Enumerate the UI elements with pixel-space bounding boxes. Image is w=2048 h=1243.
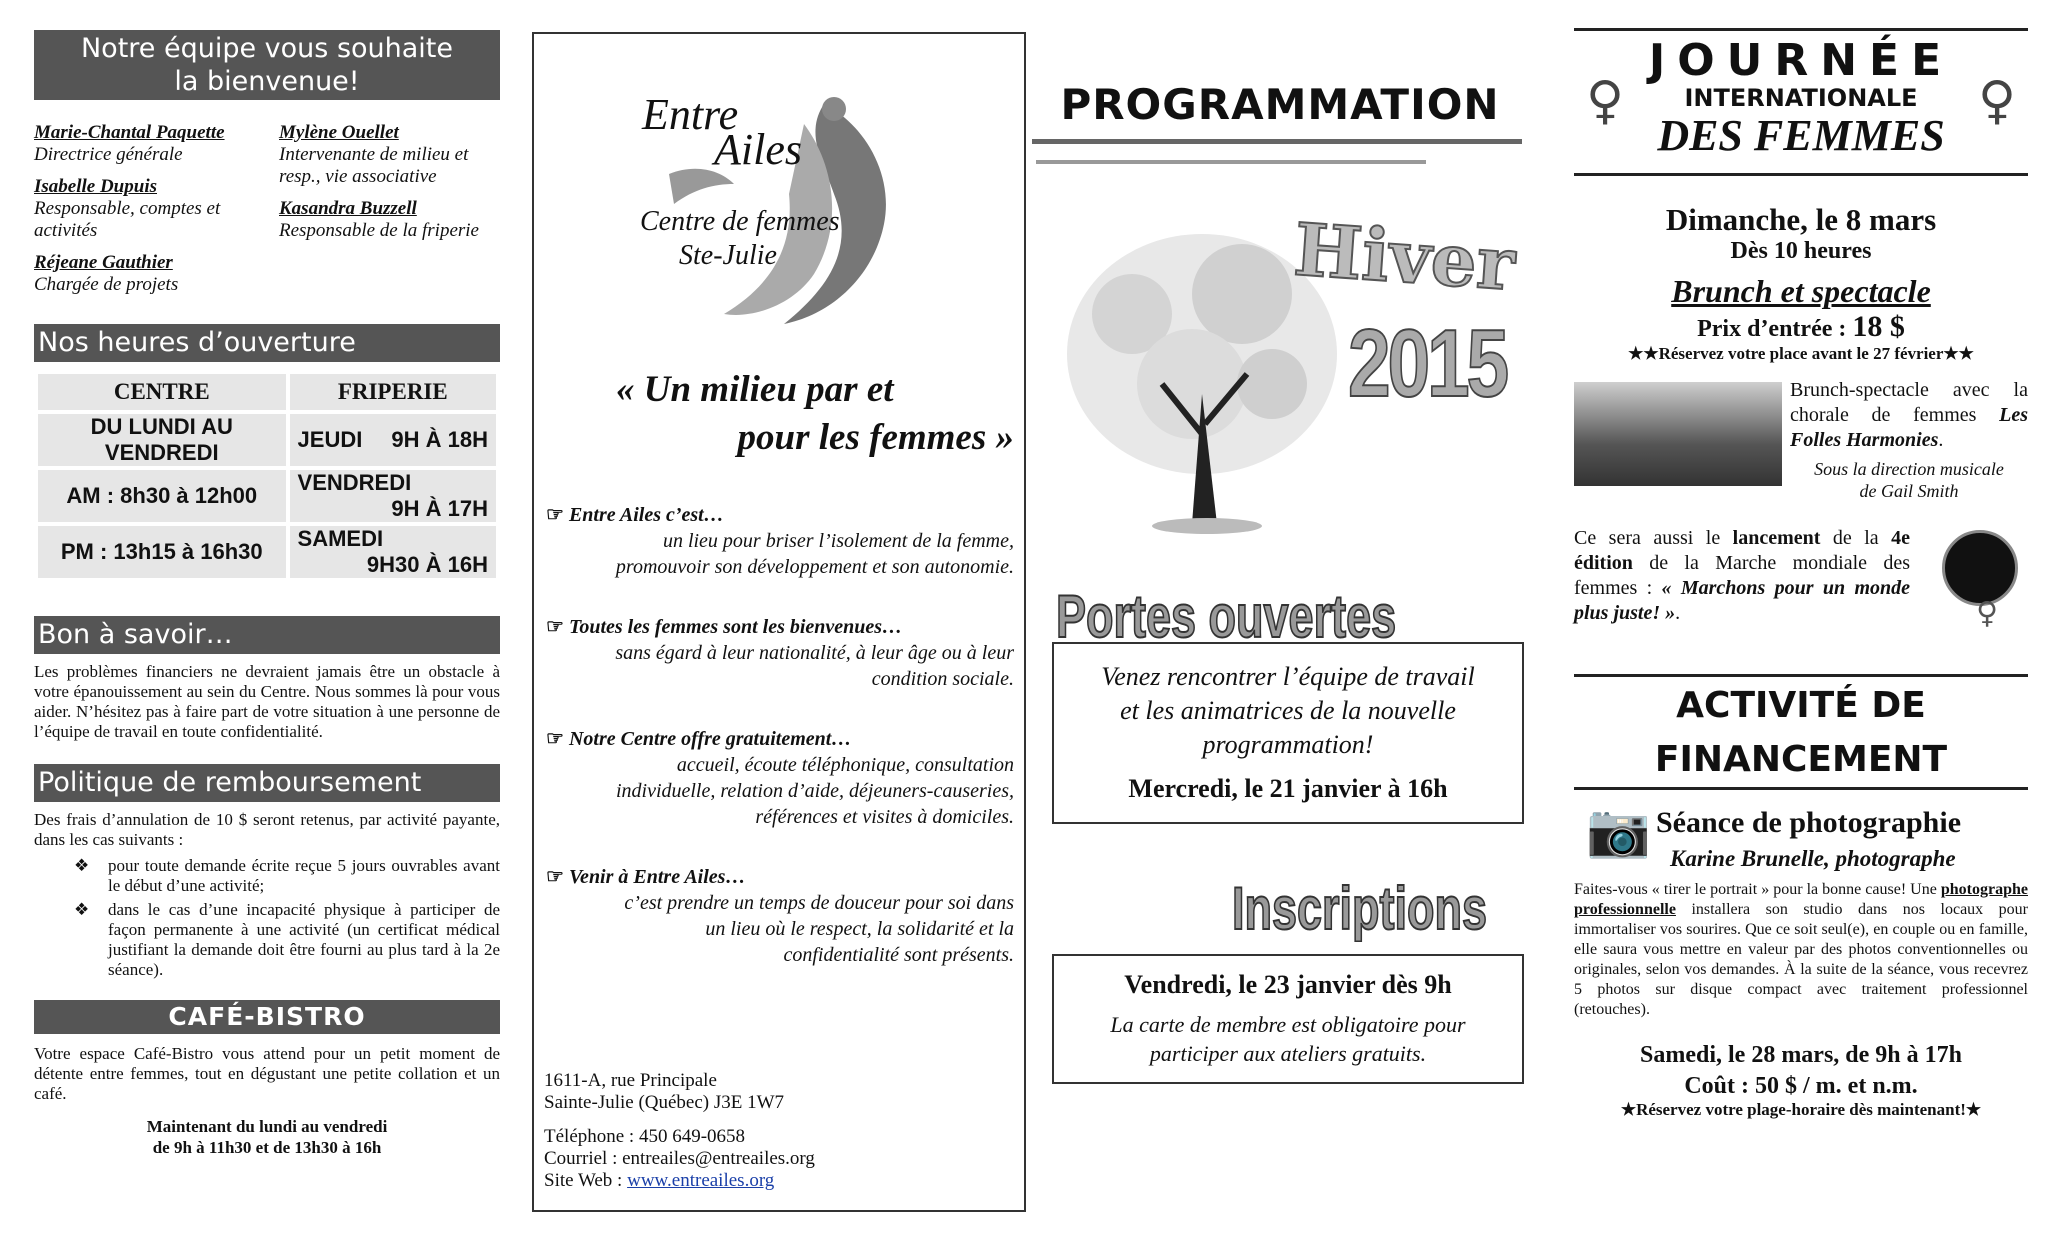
- march-block: Ce sera aussi le lancement de la 4e édition de la Marche mondiale des femmes : « Marchons pour un monde plus juste! ». ♀: [1574, 526, 2028, 650]
- cafe-hours: Maintenant du lundi au vendredi de 9h à 11h30 et de 13h30 à 16h: [146, 1117, 388, 1157]
- centre-row: DU LUNDI AU VENDREDI: [38, 414, 286, 466]
- programming-title: PROGRAMMATION: [1060, 80, 1500, 129]
- list-item: ☞ Entre Ailes c’est… un lieu pour briser l’isolement de la femme, promouvoir son développement et son autonomie.: [546, 504, 1014, 578]
- season-year: 2015: [1348, 310, 1507, 417]
- open-house-box: Venez rencontrer l’équipe de travail et les animatrices de la nouvelle programmation! Mercredi, le 21 janvier à 16h: [1052, 642, 1524, 824]
- venus-symbol-icon: ♀: [1976, 596, 1998, 631]
- refund-list: [34, 856, 500, 980]
- centre-row: AM : 8h30 à 12h00: [38, 470, 286, 522]
- list-item: ❖ pour toute demande écrite reçue 5 jours ouvrables avant le début d’une activité;: [34, 856, 500, 896]
- divider: [1574, 674, 2028, 677]
- hand-pointer-icon: ☞: [546, 728, 564, 750]
- cafe-text: Votre espace Café-Bistro vous attend pour un petit moment de détente entre femmes, tout en dégustant une petite collation et un café.: [34, 1044, 500, 1103]
- camera-person-icon: 📷: [1586, 801, 1651, 861]
- staff-member: Réjeane Gauthier Chargée de projets: [34, 252, 179, 295]
- choir-block: Brunch-spectacle avec la chorale de femmes Les Folles Harmonies. Sous la direction musicale de Gail Smith: [1574, 374, 2028, 502]
- divider: [1032, 139, 1522, 144]
- choir-photo: [1574, 382, 1782, 486]
- season-word: Hiver: [1291, 206, 1518, 307]
- divider: [1574, 173, 2028, 176]
- column-events: [1574, 0, 2028, 1120]
- hand-pointer-icon: ☞: [546, 504, 564, 526]
- registration-heading: Inscriptions: [1232, 875, 1488, 942]
- list-item: ❖ dans le cas d’une incapacité physique à participer de façon permanente à une activité (un certificat médical justifiant la demande doit être fourni au plus tard à la 2e séance).: [34, 900, 500, 980]
- motto: « Un milieu par et pour les femmes »: [616, 369, 1014, 458]
- photo-session-text: Faites-vous « tirer le portrait » pour la bonne cause! Une photographe professionnelle installera son studio dans nos locaux pour immortaliser vos sourires. Que ce soit seul(e), en couple ou en famille, elle saura vous mettre en valeur par des photos conventionnelles ou originales, selon vos demandes. À la suite de la séance, vous recevrez 5 photos sur disque compact avec traitement professionnel (retouches).: [1574, 881, 2028, 1018]
- swallow-logo-icon: [534, 34, 1024, 334]
- staff-list: [34, 122, 500, 306]
- good-to-know-text: Les problèmes financiers ne devraient jamais être un obstacle à votre épanouissement au sein du Centre. Nous sommes là pour vous aider. N’hésitez pas à faire part de votre situation à une personne de l’équipe de travail en toute confidentialité.: [34, 662, 500, 741]
- refund-heading: Politique de remboursement: [34, 764, 500, 802]
- refund-intro: Des frais d’annulation de 10 $ seront retenus, par activité payante, dans les cas suivants :: [34, 810, 500, 849]
- staff-member: Marie-Chantal Paquette Directrice générale: [34, 122, 225, 165]
- good-to-know-heading: Bon à savoir…: [34, 616, 500, 654]
- photo-session-heading: 📷 Séance de photographie Karine Brunelle, photographe: [1586, 801, 1962, 871]
- open-house-heading: Portes ouvertes: [1056, 583, 1397, 650]
- friperie-row: JEUDI 9H À 18H: [290, 414, 496, 466]
- staff-member: Kasandra Buzzell Responsable de la friperie: [279, 198, 479, 241]
- friperie-row: SAMEDI 9H30 À 16H: [290, 526, 496, 578]
- registration-box: Vendredi, le 23 janvier dès 9h La carte de membre est obligatoire pour participer aux ateliers gratuits.: [1052, 954, 1524, 1084]
- contact-info: 1611-A, rue Principale Sainte-Julie (Québec) J3E 1W7 Téléphone : 450 649-0658 Courriel : entreailes@entreailes.org Site Web : www.entreailes.org: [544, 1070, 815, 1191]
- womens-day-banner: ♀ ♀ JOURNÉE INTERNATIONALE DES FEMMES: [1586, 35, 2016, 160]
- points-list: [534, 502, 1024, 968]
- list-item: ☞ Toutes les femmes sont les bienvenues… sans égard à leur nationalité, à leur âge ou à leur condition sociale.: [546, 616, 1014, 690]
- website-link[interactable]: www.entreailes.org: [627, 1170, 775, 1191]
- column-programming: [1032, 0, 1528, 1084]
- venus-globe-icon: ♀: [1977, 71, 2016, 131]
- season-graphic: [1032, 164, 1528, 594]
- column-about: [532, 32, 1026, 1212]
- fundraising-title: ACTIVITÉ DE FINANCEMENT: [1654, 685, 1948, 780]
- cafe-heading: CAFÉ-BISTRO: [34, 1000, 500, 1034]
- friperie-row: VENDREDI 9H À 17H: [290, 470, 496, 522]
- list-item: ☞ Venir à Entre Ailes… c’est prendre un temps de douceur pour soi dans un lieu où le respect, la solidarité et la confidentialité sont présents.: [546, 866, 1014, 966]
- welcome-banner: Notre équipe vous souhaite la bienvenue!: [34, 30, 500, 100]
- hand-pointer-icon: ☞: [546, 866, 564, 888]
- column-welcome: [34, 0, 500, 1158]
- hand-pointer-icon: ☞: [546, 616, 564, 638]
- session-details: Samedi, le 28 mars, de 9h à 17h Coût : 50 $ / m. et n.m. ★Réservez votre plage-horaire dès maintenant!★: [1620, 1042, 1982, 1119]
- logo: Entre Ailes Centre de femmes Ste-Julie: [534, 34, 1024, 334]
- list-item: ☞ Notre Centre offre gratuitement… accueil, écoute téléphonique, consultation individuelle, relation d’aide, déjeuners-causeries, références et visites à domiciles.: [546, 728, 1014, 828]
- staff-member: Isabelle Dupuis Responsable, comptes et activités: [34, 176, 221, 241]
- hours-table: [34, 370, 500, 582]
- staff-member: Mylène Ouellet Intervenante de milieu et resp., vie associative: [279, 122, 469, 187]
- world-march-logo-icon: [1942, 530, 2018, 606]
- friperie-header: FRIPERIE: [290, 374, 496, 410]
- divider: [1574, 787, 2028, 790]
- centre-row: PM : 13h15 à 16h30: [38, 526, 286, 578]
- centre-header: CENTRE: [38, 374, 286, 410]
- brunch-info: Dimanche, le 8 mars Dès 10 heures Brunch et spectacle Prix d’entrée : 18 $ ★★Réservez votre place avant le 27 février★★: [1628, 202, 1974, 363]
- venus-globe-icon: ♀: [1586, 71, 1625, 131]
- hours-heading: Nos heures d’ouverture: [34, 324, 500, 362]
